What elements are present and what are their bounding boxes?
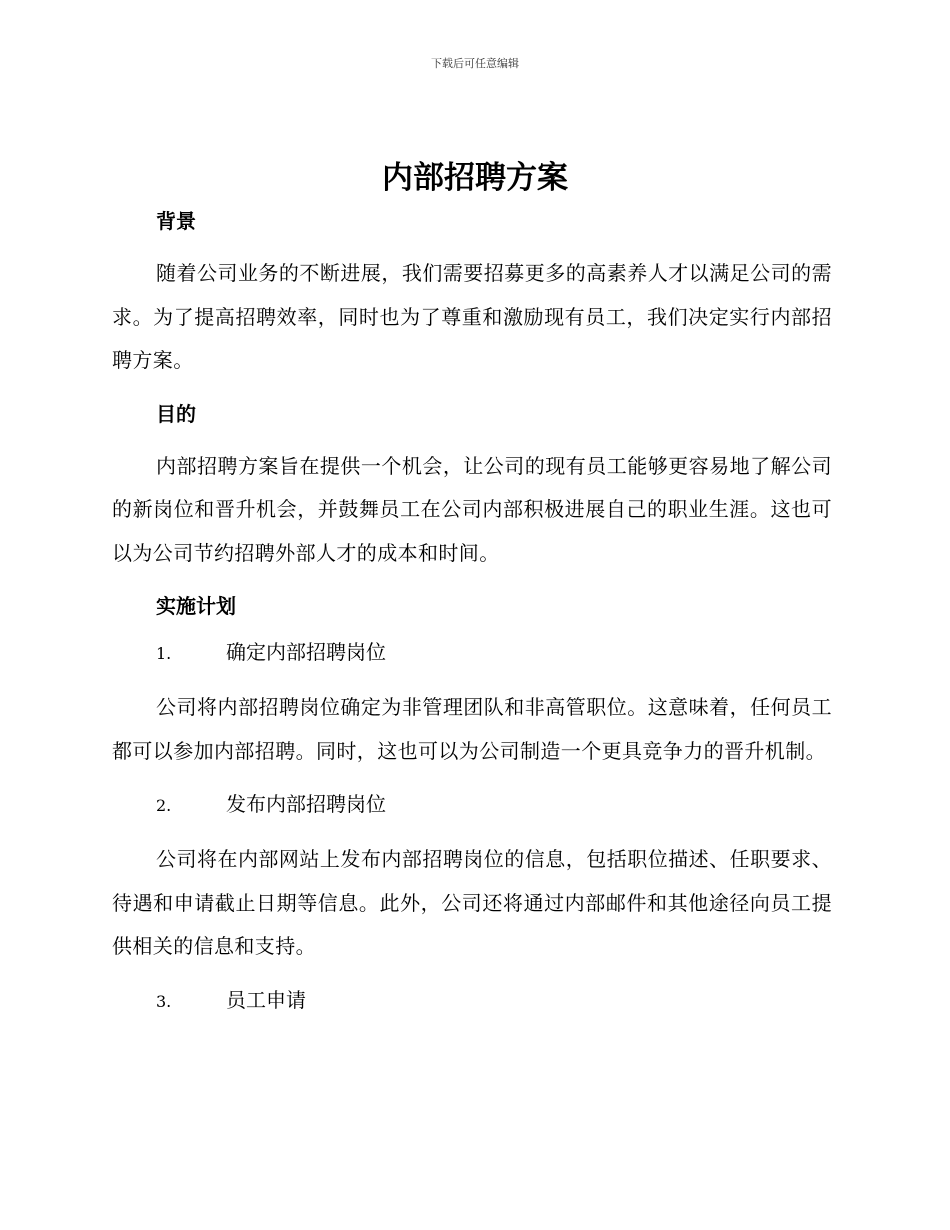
heading-background: 背景 bbox=[156, 209, 196, 233]
document-body bbox=[112, 200, 832, 1034]
paragraph-purpose: 内部招聘方案旨在提供一个机会，让公司的现有员工能够更容易地了解公司的新岗位和晋升机会，并鼓舞员工在公司内部积极进展自己的职业生涯。这也可以为公司节约招聘外部人才的成本和时间。 bbox=[112, 453, 832, 565]
plan-item-3-title: 员工申请 bbox=[226, 987, 306, 1012]
paragraph-plan-item-2: 公司将在内部网站上发布内部招聘岗位的信息，包括职位描述、任职要求、待遇和申请截止日期等信息。此外，公司还将通过内部邮件和其他途径向员工提供相关的信息和支持。 bbox=[112, 847, 832, 958]
document-title: 内部招聘方案 bbox=[382, 160, 568, 196]
paragraph-plan-item-1: 公司将内部招聘岗位确定为非管理团队和非高管职位。这意味着，任何员工都可以参加内部招聘。同时，这也可以为公司制造一个更具竞争力的晋升机制。 bbox=[112, 695, 832, 763]
header-note: 下载后可任意编辑 bbox=[431, 57, 519, 70]
plan-item-1 bbox=[112, 637, 832, 669]
plan-item-3 bbox=[112, 985, 832, 1017]
heading-purpose: 目的 bbox=[156, 401, 196, 426]
paragraph-background: 随着公司业务的不断进展，我们需要招募更多的高素养人才以满足公司的需求。为了提高招聘效率，同时也为了尊重和激励现有员工，我们决定实行内部招聘方案。 bbox=[112, 261, 832, 372]
plan-item-2-title: 发布内部招聘岗位 bbox=[226, 792, 386, 816]
heading-plan: 实施计划 bbox=[156, 594, 236, 618]
plan-item-2 bbox=[112, 789, 832, 821]
plan-item-1-title: 确定内部招聘岗位 bbox=[226, 640, 386, 664]
plan-item-3-number: 3. bbox=[156, 991, 172, 1011]
plan-item-1-number: 1. bbox=[156, 644, 172, 663]
plan-item-2-number: 2. bbox=[156, 796, 172, 815]
